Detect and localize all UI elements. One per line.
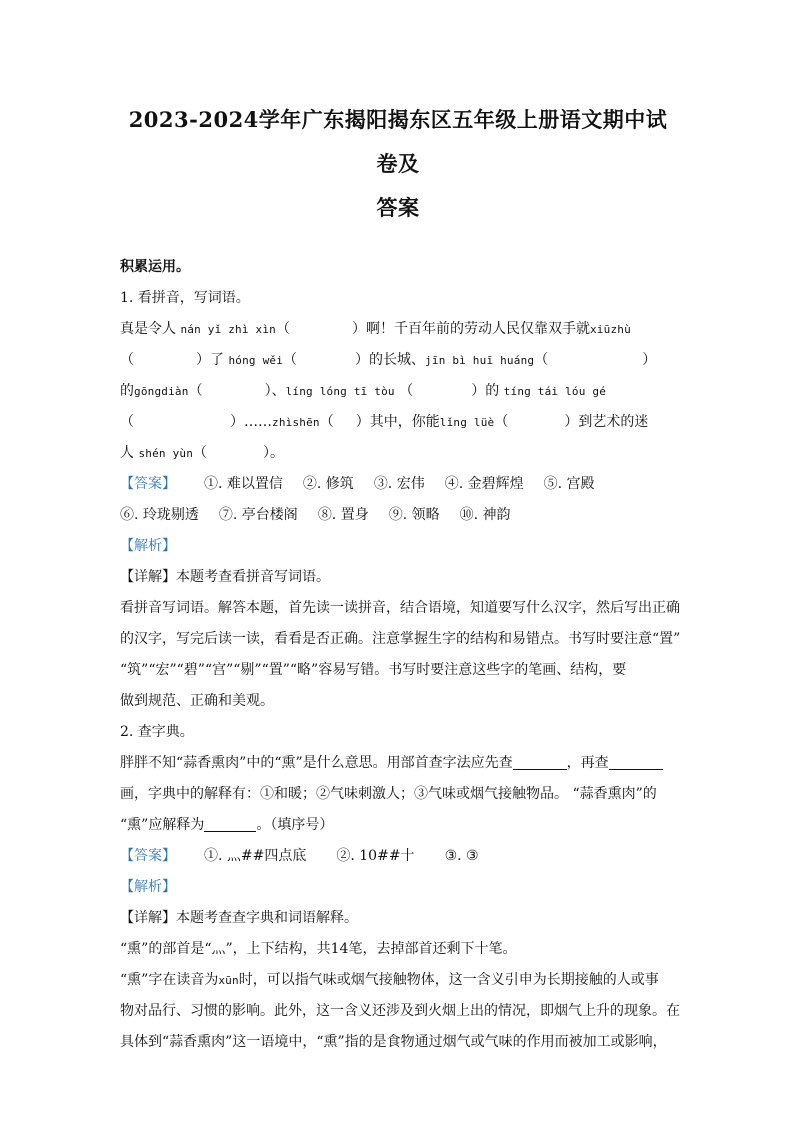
pinyin: hóng wěi: [228, 354, 284, 367]
answer-item: ⑥. 玲珑剔透: [120, 507, 199, 523]
bracket-open: （: [319, 414, 334, 430]
bracket-open: （: [494, 414, 509, 430]
bracket-open: （: [188, 383, 203, 399]
q1-text: 真是令人: [120, 321, 176, 337]
q1-para-line-2: 的汉字，写完后读一读，看看是否正确。注意掌握生字的结构和易错点。书写时要注意“置”: [120, 631, 681, 647]
q2-text: 。（填序号）: [256, 817, 334, 833]
q2-para-2: [120, 965, 676, 996]
q1-heading: 1. 看拼音，写词语。: [120, 290, 250, 306]
q1-answer-row-2: [120, 500, 676, 531]
pinyin: xūn: [218, 974, 239, 987]
stroke-count: 14: [330, 941, 349, 957]
answer-item: ⑦. 亭台楼阁: [218, 507, 298, 523]
answer-item: ⑨. 领略: [388, 507, 440, 523]
q1-text: ）到艺术的迷: [564, 414, 649, 430]
q1-answer-row-1: [120, 469, 676, 500]
answer-item: ⑤. 宫殿: [543, 476, 595, 492]
title-line-2: 答案: [376, 195, 420, 220]
q1-text: ）、: [264, 383, 286, 399]
bracket-open: （: [193, 445, 208, 461]
q1-text: ）啊！千百年前的劳动人民仅靠双手就: [351, 321, 590, 337]
answer-item: ①. 难以置信: [204, 476, 283, 492]
answer-tag: 【答案】: [120, 848, 176, 864]
q2-text: “熏”的部首是“灬”，上下结构，共: [120, 941, 331, 957]
q2-text: ，再查: [566, 755, 609, 771]
pinyin: líng lóng tī tòu: [285, 385, 395, 398]
q2-line-3: [120, 810, 676, 841]
q2-text: “熏”字在读音为: [120, 972, 219, 988]
q1-para-line-3: “筑”“宏”“碧”“宫”“剔”“置”“略”容易写错。书写时要注意这些字的笔画、结构，要: [120, 662, 627, 678]
fill-blank: [609, 753, 663, 770]
answer-item: ⑩. 神韵: [459, 507, 511, 523]
q2-analysis-tag: 【解析】: [120, 879, 176, 895]
q1-text: ）的: [471, 383, 500, 399]
answer-item: ⑧. 置身: [317, 507, 369, 523]
q1-text: ）的长城、: [355, 352, 426, 368]
pinyin: tíng tái lóu gé: [503, 385, 607, 398]
q1-line-4: [120, 407, 676, 438]
bracket-open: （: [399, 383, 414, 399]
bracket-open: （: [283, 352, 298, 368]
q2-heading: 2. 查字典。: [120, 724, 194, 740]
q1-line-1: [120, 314, 676, 345]
q1-line-3: [120, 376, 676, 407]
pinyin: shén yùn: [138, 447, 194, 460]
document-title: [120, 98, 676, 230]
q2-para-3: 物对品行、习惯的影响。此外，这一含义还涉及到火烟上出的情况，即烟气上升的现象。在: [120, 1003, 680, 1019]
title-line-1: 2023-2024学年广东揭阳揭东区五年级上册语文期中试卷及: [128, 107, 668, 176]
q1-text: ）。: [263, 445, 285, 461]
answer-item: ④. 金碧辉煌: [444, 476, 524, 492]
bracket-open: （: [275, 321, 290, 337]
q2-line-1: [120, 748, 676, 779]
answer-item: ③. ③: [444, 848, 479, 864]
bracket-open: （: [120, 414, 134, 430]
q2-text: 笔，去掉部首还剩下十笔。: [348, 941, 517, 957]
q1-para-line-1: 看拼音写词语。解答本题，首先读一读拼音，结合语境，知道要写什么汉字，然后写出正确: [120, 600, 680, 616]
section-heading: 积累运用。: [120, 259, 190, 275]
q1-line-5: [120, 438, 676, 469]
q2-para-1: [120, 934, 676, 965]
pinyin: gōngdiàn: [134, 385, 189, 398]
q2-text: 时，可以指气味或烟气接触物体，这一含义引申为长期接触的人或事: [238, 972, 659, 988]
answer-item: ③. 宏伟: [373, 476, 425, 492]
q1-text: ）了: [196, 352, 224, 368]
q1-detail: 【详解】本题考查看拼音写词语。: [120, 569, 330, 585]
answer-item: ②. 修筑: [302, 476, 354, 492]
bracket-open: （: [534, 352, 549, 368]
q1-para-line-4: 做到规范、正确和美观。: [120, 693, 274, 709]
q1-text: 的: [120, 383, 134, 399]
answer-tag: 【答案】: [120, 476, 176, 492]
pinyin: nán yǐ zhì xìn: [180, 323, 276, 336]
answer-item: ①. 灬##四点底: [204, 848, 307, 864]
fill-blank: [513, 753, 567, 770]
pinyin: lǐng lüè: [439, 416, 495, 429]
q2-para-4: 具体到“蒜香熏肉”这一语境中，“熏”指的是食物通过烟气或气味的作用而被加工或影响，: [120, 1034, 667, 1050]
q2-text: 胖胖不知“蒜香熏肉”中的“熏”是什么意思。用部首查字法应先查: [120, 755, 513, 771]
q2-detail: 【详解】本题考查查字典和词语解释。: [120, 910, 358, 926]
q2-line-2: 画，字典中的解释有：①和暖；②气味刺激人；③气味或烟气接触物品。 “蒜香熏肉”的: [120, 786, 657, 802]
bracket-close: ）: [642, 352, 657, 368]
q2-answer-row: [120, 841, 676, 872]
q1-text: 人: [120, 445, 134, 461]
pinyin: jīn bì huī huáng: [425, 354, 535, 367]
q2-text: “熏”应解释为: [120, 817, 205, 833]
answer-item: ②. 10##十: [336, 848, 415, 864]
pinyin: zhìshēn: [272, 416, 320, 429]
fill-blank: [204, 815, 256, 832]
q1-text: ）其中，你能: [355, 414, 440, 430]
bracket-open: （: [120, 352, 134, 368]
q1-text: ）……: [230, 414, 272, 430]
q1-analysis-tag: 【解析】: [120, 538, 176, 554]
q1-line-2: [120, 345, 676, 376]
pinyin: xiūzhù: [589, 323, 631, 336]
